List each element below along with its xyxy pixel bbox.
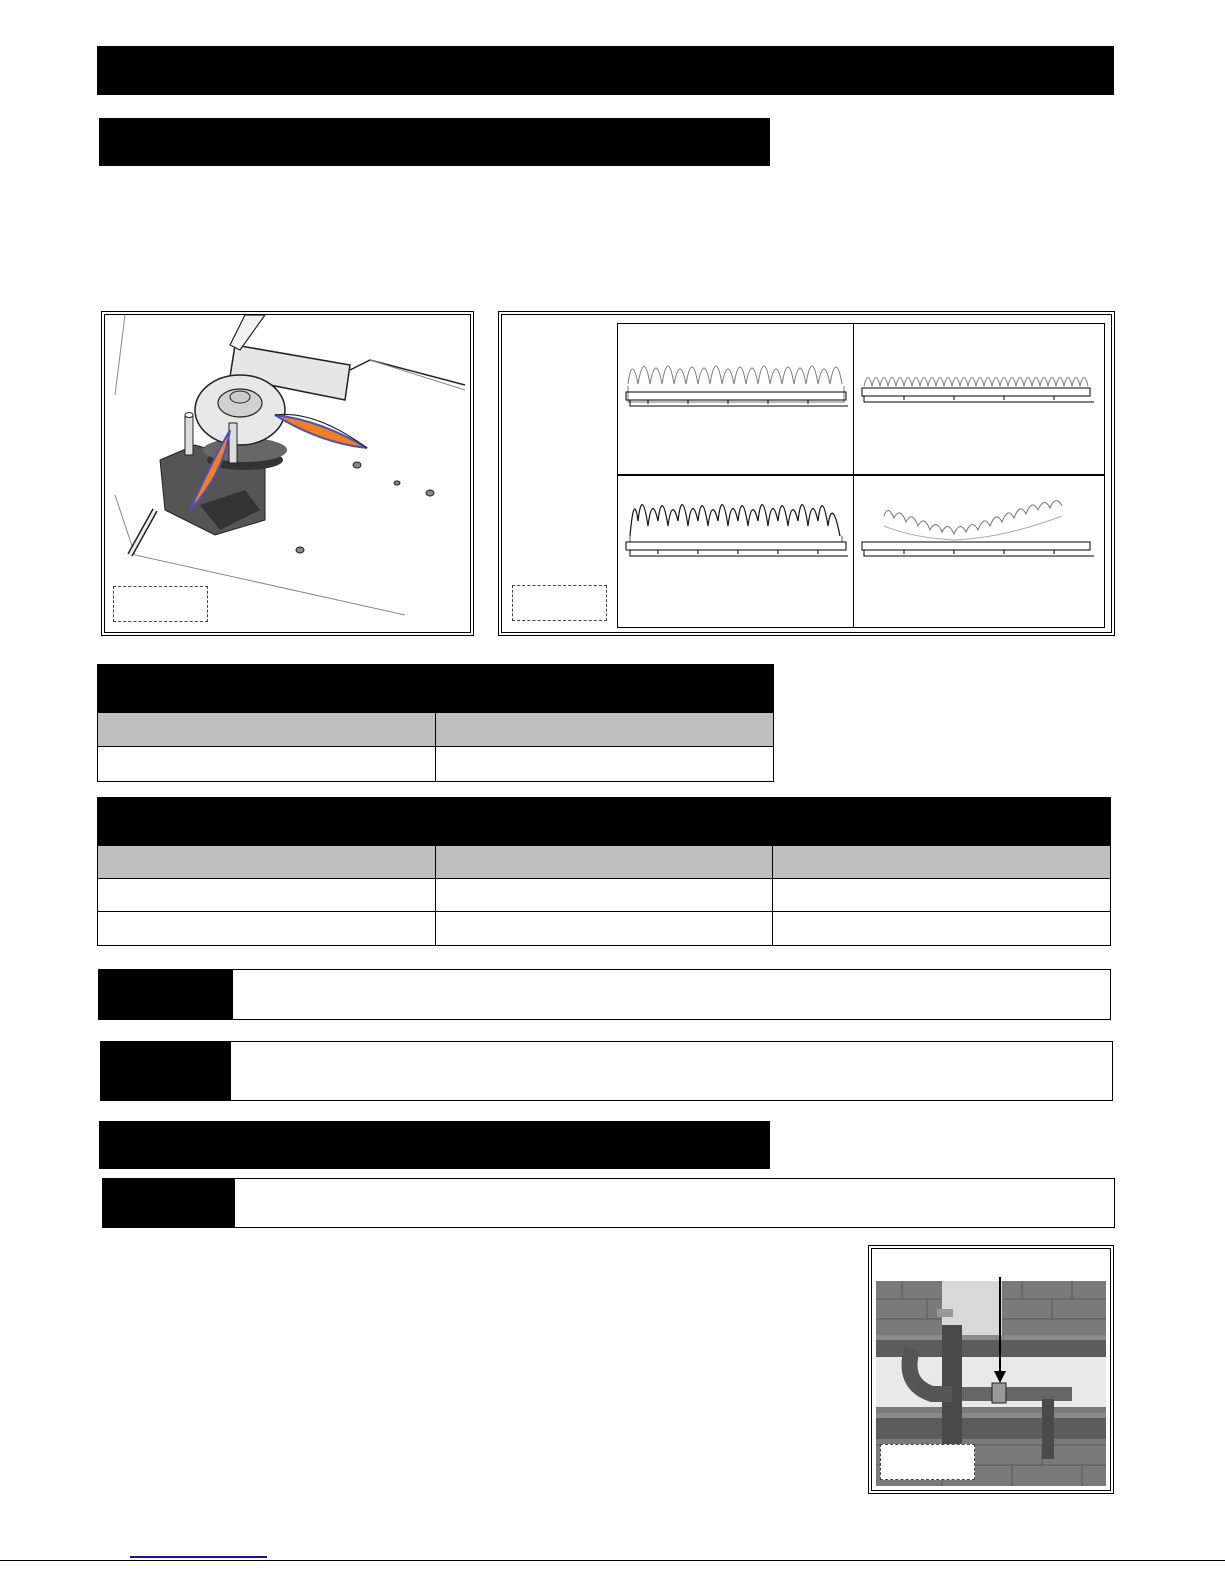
note-box-1: [98, 969, 1111, 1020]
table-cell: [773, 879, 1111, 912]
section-heading-2: [99, 1121, 770, 1169]
table-1: [97, 712, 774, 781]
table-cell: [435, 912, 773, 946]
section-heading-1: [99, 118, 770, 166]
note-1-label: [99, 970, 233, 1019]
flame-panel-tall: [618, 324, 854, 474]
note-box-3: [102, 1178, 1115, 1228]
short-flame-illustration: [854, 324, 1104, 474]
table-cell: [98, 747, 436, 782]
page-header-bar: [97, 46, 1114, 95]
table-cell: [98, 912, 436, 946]
section-1-body: [99, 180, 1114, 300]
table-row: [98, 912, 1111, 946]
table-row: [98, 747, 774, 782]
figure-2-label: [512, 585, 607, 621]
table-row: [98, 879, 1111, 912]
note-3-label: [103, 1179, 235, 1227]
pilot-assembly-illustration: [105, 315, 470, 632]
flame-pattern-grid: [617, 323, 1105, 628]
figure-3-label: [880, 1444, 975, 1480]
ragged-flame-illustration: [618, 476, 854, 629]
flame-panel-lifting: [854, 474, 1104, 627]
table-2-header-cell: [435, 846, 773, 879]
figure-pilot-assembly: [101, 311, 474, 636]
footer-rule: [0, 1560, 1225, 1561]
flame-panel-short: [854, 324, 1104, 474]
table-2: [97, 845, 1111, 945]
table-cell: [436, 747, 774, 782]
footer-link-underline[interactable]: [130, 1556, 267, 1558]
tall-flame-illustration: [618, 324, 854, 474]
note-1-text: [233, 970, 1110, 1019]
table-2-title-bar: [97, 797, 1111, 845]
table-1-header-row: [98, 713, 774, 747]
note-box-2: [100, 1041, 1113, 1101]
table-cell: [773, 912, 1111, 946]
figure-gas-piping: [868, 1245, 1114, 1494]
flame-panel-ragged: [618, 474, 854, 627]
table-2-header-cell: [98, 846, 436, 879]
figure-1-label: [113, 586, 208, 622]
figure-burner-flame-patterns: [498, 311, 1115, 636]
table-2-header-row: [98, 846, 1111, 879]
table-2-header-cell: [773, 846, 1111, 879]
section-2-body: [102, 1240, 852, 1490]
note-2-text: [231, 1042, 1112, 1100]
table-cell: [98, 879, 436, 912]
table-1-header-cell: [436, 713, 774, 747]
lifting-flame-illustration: [854, 476, 1104, 629]
table-1-header-cell: [98, 713, 436, 747]
table-cell: [435, 879, 773, 912]
note-2-label: [101, 1042, 231, 1100]
note-3-text: [235, 1179, 1114, 1227]
table-1-title-bar: [97, 664, 774, 712]
